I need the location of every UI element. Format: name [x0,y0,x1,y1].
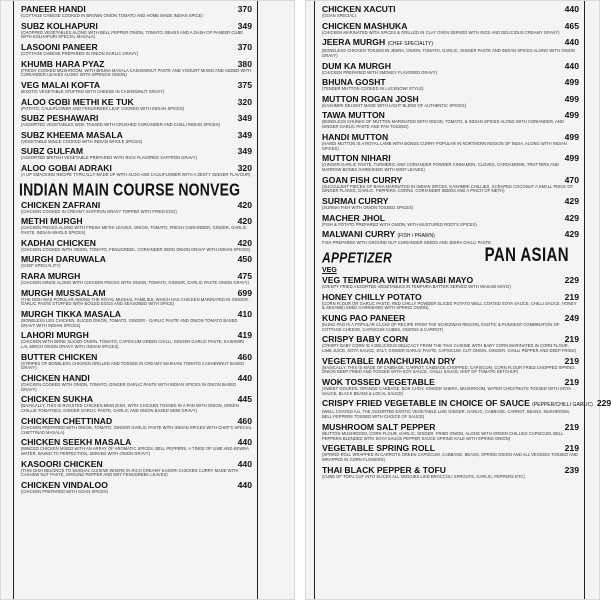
menu-item-description: (CRISPY BABY CORN IS A DELICIOUS DELICACY FROM THE THAI CUISINE WITH BABY CORN MARINATED IN CORN FLOUR, LIME JUICE, SOYA SAUCE, SALT, GINGER GARLIC PASTE, CAPSICUM, CUT ONION, GINGER, CHILLI PEPPER AND DEEP FRIED) [322,343,576,354]
menu-item-name-text: MACHER JHOL [322,212,386,223]
menu-item-description: (STRIPES OF BONELESS CHICKEN GRILLED AND TOSSED IN CREAMY MAKHANI TOMATO CASHEWNUT BASED GRAVY) [21,360,245,371]
menu-item-name [322,292,422,302]
menu-item [21,288,252,308]
menu-item-name-text: SURMAI CURRY [322,195,389,206]
menu-item [21,373,252,393]
section-heading-nonveg: INDIAN MAIN COURSE NONVEG [19,178,241,199]
menu-item-description: (COTTAGE CHEESE COOKED IN BROWN ONION TOMATO AND HOME MADE INDIAN SPICE) [21,13,203,18]
menu-item-row [322,292,579,302]
menu-item-price: 429 [564,212,579,223]
menu-item-description: (SURMAI FISH WITH ONION TOSSED SPICES) [322,204,414,210]
menu-item-name-text: THAI BLACK PEPPER & TOFU [322,464,446,475]
menu-item [21,146,252,161]
menu-item [21,238,252,253]
menu-item-description: (FRESH COOKED MUSHROOM, WITH BHUNA MASALA CASHEWNUT PASTE AND YOGURT MIXED AND ADDED WITH CORIANDER LEAVES ALONG WITH SPRINGS ONION) [21,67,252,78]
menu-item-tag: (FISH / PRAWN) [397,233,435,240]
menu-item-description: (CUBE OF TOFU CUT INTO SLICES ALL VEGGIES LIKE BROCCOLI SPROUTS, GARLIC, PEPPERS ETC) [322,473,525,479]
menu-item-description: (SUCCULENT PIECES OF BASA MARINATED IN INDIAN SPICES, KASHMIRI CHILLIES, SCRAPED COCONUT A SMALL PIECE OF GINGER FLAKES, GARLIC, PEPPERS, CORNS, CORIANDER SEEDS AND A PINCH OF METH) [322,183,574,194]
menu-item-description: (THIS DISH BELONGS TO MUGHAL CUISINE WHERE IN RICH CREAMY KASORI CHICKEN CURRY MADE WITH CASHEW NUT PASTE, GROUND PEPPER AND DRY FENUGREEK LEAVES) [21,467,239,478]
menu-item-name-text: LAHORI MURGH [21,330,89,341]
menu-item-name [21,288,106,298]
menu-item [322,422,579,442]
menu-item-price: 420 [237,237,252,248]
menu-item-price: 370 [237,41,252,52]
menu-item [21,480,252,495]
menu-item-description: (VEGETABLE MINCE COOKED WITH INDIAN WHOLE SPICES) [21,138,143,144]
menu-item-name-text: DUM KA MURGH [322,60,391,71]
menu-item-description: (ASSORTED BRITISH VEGETABLE PREPARED WITH RICH FLAVORED SAFFRON GRAVY) [21,155,197,161]
menu-item-name-text: WOK TOSSED VEGETABLE [322,377,435,388]
menu-item [21,416,252,436]
menu-item-tag: (PEPPER/CHILLI GARLIC) [532,402,593,409]
menu-item-description: (CHEF SPECIALITY) [21,263,61,269]
menu-item-description: (CHICKEN COOKED WITH ONION, TOMATO, GINGER GARLIC PASTE WITH INDIAN SPICES IN ONION BASED GRAVY) [21,382,237,392]
menu-item [322,398,611,420]
appetizer-heading: APPETIZER [322,249,393,266]
menu-page-right-frame [314,1,611,599]
menu-item-price: 445 [237,394,252,405]
menu-item-name-text: VEG MALAI KOFTA [21,79,101,90]
menu-item-row [322,4,579,14]
menu-item [21,59,252,79]
menu-item-description: (TENDER MUTTON COOKED IN LUCKNOWI STYLE) [322,86,424,92]
menu-item-description: (WELL COATED ALL THE ASSORTED EXOTIC VEGETABLE LIKE GINGER, GARLIC, CABBAGE, CARROT, BEANS, MUSHROOM, BELL PEPPERS TOSSED WITH CHOICE OF SAUCE) [322,409,570,420]
menu-item-price: 460 [237,415,252,426]
menu-item-price: 349 [237,146,252,157]
menu-item-price: 229 [564,274,579,285]
menu-item-price: 370 [237,4,252,14]
menu-item-price: 440 [564,4,579,14]
menu-item [322,132,579,152]
menu-item [21,42,252,57]
menu-item-price: 499 [564,93,579,104]
menu-item-price: 419 [237,330,252,341]
menu-item-price: 499 [564,110,579,121]
menu-item-description: FISH PREPARED WITH GROUND NUT CORIANDER SEEDS AND JEERA CHILLI PASTE [322,240,491,246]
menu-item [322,21,579,36]
menu-item-price: 219 [564,355,579,366]
menu-item-name-text: SUBZ GULFAM [21,146,84,157]
menu-item-price: 460 [237,351,252,362]
menu-item [322,313,579,333]
menu-item-description: (CHICKEN PIECES ALONG WITH FRESH METHI LEAVES, ONION, TOMATO, FRESH CORIANDER, GINGER, GARLIC PASTE, INDIAN WHOLE SPICES) [21,225,247,236]
menu-item-price: 219 [564,443,579,454]
menu-item-name-text: CHICKEN XACUTI [322,4,396,14]
menu-item-price: 499 [564,153,579,164]
menu-item-description: (POTATO, CAULIFLOWER AND FENUGREEK LEAF COOKED WITH INDIAN SPICES) [21,105,185,111]
menu-item-description: (MINCED CHICKEN MIXED WITH AN ARRAY OF AROMATIC SPICES, BELL PEPPERS, A TINGE OF LIME AND KEWRA WATER, BAKED TO PERFECTION, SERVED WITH ONION GRAVY) [21,446,249,457]
menu-item-name-text: VEG TEMPURA WITH WASABI MAYO [322,274,474,285]
menu-item-price: 420 [237,199,252,210]
menu-item-price: 219 [564,421,579,432]
menu-item-name-text: KHUMB HARA PYAZ [21,58,105,69]
menu-item-name-text: MUTTON NIHARI [322,153,391,164]
menu-item-name-text: BHUNA GOSHT [322,77,386,88]
menu-item-price: 699 [237,287,252,298]
menu-item-name-text: MUSHROOM SALT PEPPER [322,421,436,432]
menu-item-price: 349 [237,20,252,31]
menu-item-name-text: VEGETABLE MANCHURIAN DRY [322,355,456,366]
menu-item [21,352,252,372]
menu-page-right [305,0,611,600]
menu-item-description: (FISH & POTATO PREPARED WITH ONION, WITH MUSTURED ROOTS SPICES) [322,221,477,227]
menu-item-price: 349 [237,129,252,140]
menu-item [21,97,252,112]
veg-subheading: VEG [322,266,337,274]
menu-item [322,94,579,109]
menu-item-name-text: HANDI MUTTON [322,131,389,142]
menu-item [322,292,579,312]
menu-item [21,216,252,236]
menu-item-description: (CHICKEN PREPARED WITH GOAN SPICES) [21,489,109,495]
menu-item-name-text: BUTTER CHICKEN [21,351,98,362]
menu-item-description: (CHOPPED VEGETABLES ALONG WITH BELL PEPPER ONION, TOMATO, BEANS AND A DASH OF PANEER CUBE WITH KOLHAPURI SPECIAL MASALA) [21,29,244,40]
menu-item-name-text: JEERA MURGH [322,37,386,48]
menu-item [21,330,252,350]
menu-item-name-text: METHI MURGH [21,216,83,227]
menu-item-price: 450 [237,254,252,265]
menu-item [21,200,252,215]
menu-item-name-text: ALOO GOBI METHI KE TUK [21,96,134,107]
menu-item [21,309,252,329]
menu-item-name-text: KADHAI CHICKEN [21,237,96,248]
menu-item-name-text: MURGH TIKKA MASALA [21,308,121,319]
menu-item-description: (CHICKEN MINCE ALONG WITH CHICKEN PIECES WITH ONION, TOMATO, GINGER, GARLIC PASTE ONION GRAVY) [21,279,250,285]
menu-item-description: (KASHMIRI DELIGHT MADE WITH LIGHT BLEND OF AUTHENTIC SPICES) [322,102,467,108]
menu-item-price: 440 [237,480,252,491]
menu-item-description: (CHICKEN PREPARED WITH ONION, TOMATO, GINGER GARLIC PASTE WITH INDIAN SPICES WITH CHEF'S SPECIAL CHETTINAD MASALA) [21,424,252,435]
menu-item-description: (THE DISH WAS POPULAR AMONG THE ROYAL MUGHAL FAMILIES, WHICH HAS CHICKEN MARINATED IN GINGER - GARLIC PASTE STUFFED WITH BOILED EGGS AND SEASONED WITH SPICE) [21,296,251,307]
menu-item-description: (CHICKEN COOKED IN CREAMY SAFFRON GRAVY TOPPED WITH FRIED EGG) [21,208,177,214]
menu-item-price: 440 [237,373,252,384]
menu-item [322,443,579,463]
menu-item-description: (BONELESS LEG CHICKEN, SLICED ONION, TOMATO, GINGER - GARLIC PASTE AND ONION TOMATO BASED GRAVY WITH INDIAN SPICES) [21,317,238,328]
menu-item [322,465,579,480]
menu-page-left [0,0,295,600]
menu-item-description: (CRISPY FRIED ASSORTED VEGETABLES IN TEMPURA BATTER SERVED WITH WASABI MAYO) [322,283,511,289]
appetizer-items-list [322,274,611,480]
menu-item-price: 375 [237,79,252,90]
menu-item-price: 429 [564,229,579,240]
menu-item-name-text: MALWANI CURRY [322,229,396,240]
menu-item-price: 219 [564,334,579,345]
menu-item-name-text: HONEY CHILLY POTATO [322,291,422,302]
menu-item [322,377,579,397]
menu-item-price: 420 [237,216,252,227]
menu-item-price: 465 [564,20,579,31]
menu-item-price: 410 [237,308,252,319]
menu-item-row [21,288,252,298]
menu-item-name-text: MURGH MUSSALAM [21,287,106,298]
menu-item-name-text: CHICKEN CHETTINAD [21,415,113,426]
menu-item-price: 320 [237,96,252,107]
menu-item-name-text: VEGETABLE SPRING ROLL [322,443,435,454]
menu-item [21,394,252,414]
menu-item-price: 239 [564,464,579,475]
menu-item-name-text: CHICKEN ZAFRANI [21,199,101,210]
menu-item [322,110,579,130]
menu-item-name-text: CRISPY BABY CORN [322,334,409,345]
menu-item-description: (KUNG PAO IS A POPULAR CLASS OF RECIPE FROM THE SCHEZWAN REGION, EXOTIC & PUNGENT COMBINATION OF COTTAGE CHEESE, CAPSICUM CUBES, ONIONS & CARROT) [322,321,560,332]
menu-item [322,4,579,19]
menu-item-name-text: SUBZ KHEEMA MASALA [21,129,123,140]
menu-item-description: (GINGER-GARLIC PASTE, TURMERIC AND CORIANDER POWDER CINNAMON, CLOVES, CARDAMOMS, TRUTTERS AND MARROW BONES GARNISHED WITH MINT LEAVES) [322,162,559,172]
menu-item-description: (GOAN SPECIAL) [322,13,356,18]
menu-item-name-text: PANEER HANDI [21,4,86,14]
menu-item-price: 380 [237,58,252,69]
menu-item-price: 475 [237,270,252,281]
menu-item [21,271,252,286]
menu-item-price: 470 [564,174,579,185]
pan-asian-heading: PAN ASIAN [484,243,569,266]
menu-item [322,77,579,92]
menu-item-price: 320 [237,162,252,173]
menu-page-left-frame [13,1,258,599]
menu-item-name-text: CHICKEN MASHUKA [322,20,408,31]
menu-item [21,21,252,41]
menu-item [322,37,579,59]
menu-item-description: (BASICALLY, THIS IS MADE OF CABBAGE, CARROT, CABBAGE CHOPPED, CAPSICUM, CORN FLOUR FRIED CHOPPED SPRING ONION DEEP FRIED AND TOSSED WITH SOY SAUCE, CHILLI SAUCE, HINT OF TOMATO KETCHUP) [322,364,575,375]
menu-item-name-text: SUBZ KOLHAPURI [21,20,98,31]
menu-item [322,356,579,376]
menu-item-name-text: MURGH DARUWALA [21,254,106,265]
menu-item [21,163,252,178]
menu-item-description: (BASICALLY, THIS IS ROASTED CHICKEN MEIN DISH, WITH CHICKEN TOSSED IN A PAN WITH ONION, GREEN CHILLIE TOMATOES, GINGER GARLIC PASTE, GARLIC AND ONION BASED SEMI GRAVY) [21,403,239,414]
menu-item-description: (BONELESS CHICKEN TOSSED IN JEERA, ONION, TOMATO, GARLIC, GINGER PASTE AND INDIAN SPICES ALONG WITH ONION GRAVY) [322,48,575,58]
menu-item-name-text: LASOONI PANEER [21,41,98,52]
menu-item-description: (CHICKEN MARINATED WITH SPICES & GRILLED IN CLAY OVEN SERVED WITH RICE AND DELICIOUS CREAMY GRAVY) [322,29,560,35]
menu-item-description: (CHICKEN COOKED WITH ONION, TOMATO, FENUGREEK, CORIANDER SEED ONION GRAVY WITH INDIAN SPICES) [21,246,251,252]
menu-item [322,61,579,76]
menu-item [21,459,252,479]
menu-item-name-text: KASOORI CHICKEN [21,458,103,469]
menu-item [322,275,579,290]
menu-item-price: 499 [564,131,579,142]
menu-item-description: (CORN FLOUR OR GARLIC PASTE, RED CHILLY POWDER SLICED POTATO WELL COATED SOYA SAUCE, CHILLI SAUCE, HONEY & SESAME) SEED GARNISHED WITH SPRING ONION) [322,300,577,311]
menu-item-price: 440 [237,458,252,469]
menu-item-name-text: CHICKEN HANDI [21,373,90,384]
menu-item-name-text: CHICKEN SUKHA [21,394,94,405]
nonveg-items-list-continued [322,4,579,246]
menu-item [21,130,252,145]
menu-item-name-text: CHICKEN SEEKH MASALA [21,437,132,448]
menu-item [322,334,579,354]
menu-item-description: (A UP SMACKING RECIPE TYPICALLY MADE UP WITH ALOO AND CAULIFLOWER WITH A ZESTY GINGER FLAVOUR) [21,171,251,177]
nonveg-items-list [21,200,252,495]
menu-item-description: (CHICKEN PREPARED WITH SMOKEY FLAVORED GRAVY) [322,69,437,75]
menu-item-description: (ASSORTED VEGETABLES WOK TOSSED WITH CRUSHED CORIANDER AND CHILLI INDIAN SPICES) [21,122,221,128]
menu-item-name-text: TAWA MUTTON [322,110,385,121]
menu-item-price: 440 [237,437,252,448]
menu-item-price: 229 [596,398,611,409]
menu-item-name-text: ALOO GOBAI ADRAKI [21,162,112,173]
menu-item-name-text: CRISPY FRIED VEGETABLE IN CHOICE OF SAUCE [322,398,530,409]
menu-item-description: (EXOTIC VEGETABLE STUFFED WITH CHEESE IN CASHEWNUT GRAVY) [21,88,165,94]
menu-item-description: (SWEET GOURDS, ORANGE CABBAGE, BOK CHOY, GINGER SHERA, MUSHROOM, WATER CHESTNUTS TOSSED WITH SOYA SAUCE, BLACK BEANS & LOCAL SAUCE) [322,386,571,396]
menu-item [322,196,579,211]
menu-item-description: (COTTAGE CHEESE PREPARED IN ONION GARLIC GRAVY) [21,50,139,56]
menu-item-price: 249 [564,312,579,323]
menu-item [21,437,252,457]
menu-item-description: (HANDI MUTTON IS A ROYAL LAMB WITH BONES CURRY POPULAR IN NORTHERN REGION OF INDIA, ALONG WITH INDIAN SPICES) [322,140,567,151]
menu-item-price: 429 [564,195,579,206]
menu-item [21,4,252,19]
menu-item [21,113,252,128]
menu-item [21,254,252,269]
menu-item-description: (CHICKEN WITH BONE SLICED ONION, TOMATO, CAPSICUM GREEN CHILLI, GINGER GARLIC PASTE, KASHMIRI LAL MIRCH ONION GRAVY WITH INDIAN SPICES) [21,339,245,350]
menu-item-price: 440 [564,37,579,48]
menu-item-name-text: GOAN FISH CURRY [322,174,403,185]
menu-item [21,80,252,95]
menu-item-price: 219 [564,291,579,302]
menu-item-name-text: KUNG PAO PANEER [322,312,406,323]
menu-item-name-text: CHICKEN VINDALOO [21,480,108,491]
menu-item-description: (BONELESS CHUNKS OF MUTTON MARINATED WITH ONION, TOMATO, & INDIAN SPICES ALONG WITH CORIANDER, AND GINGER GARLIC PASTE AND PAN TOSSED) [322,119,564,130]
menu-item-price: 440 [564,60,579,71]
veg-items-list [21,4,252,178]
menu-item-price: 349 [237,113,252,124]
menu-item-name-text: MUTTON ROGAN JOSH [322,93,419,104]
menu-item-description: (SPRING ROLL WRAPPED IN CARROTS GREEN CAPSICUM, CABBAGE, BEANS, SPRING ONION AND ALL VEGGIES TOSSED AND WRAPPED IN CORN FLOWERS) [322,452,578,463]
menu-item-tag: (CHEF SPECIALTY) [387,41,434,48]
menu-item-price: 499 [564,77,579,88]
menu-item-description: (BUTTON MUSHROOM, CORN FLOUR, GARLIC, GINGER, FRIED ONION, ALONG WITH GREEN CHILLIES CAPSICUM, BELL PEPPERS BLENDED WITH SOYA SAUCE PEPPER SAUCE SPRING KALE WITH SPRING ONION) [322,430,564,441]
menu-item [322,153,579,173]
menu-item [322,213,579,228]
menu-item-price: 219 [564,377,579,388]
menu-item [322,175,579,195]
menu-item-name-text: RARA MURGH [21,270,81,281]
menu-item-name-text: SUBZ PESHAWARI [21,113,99,124]
